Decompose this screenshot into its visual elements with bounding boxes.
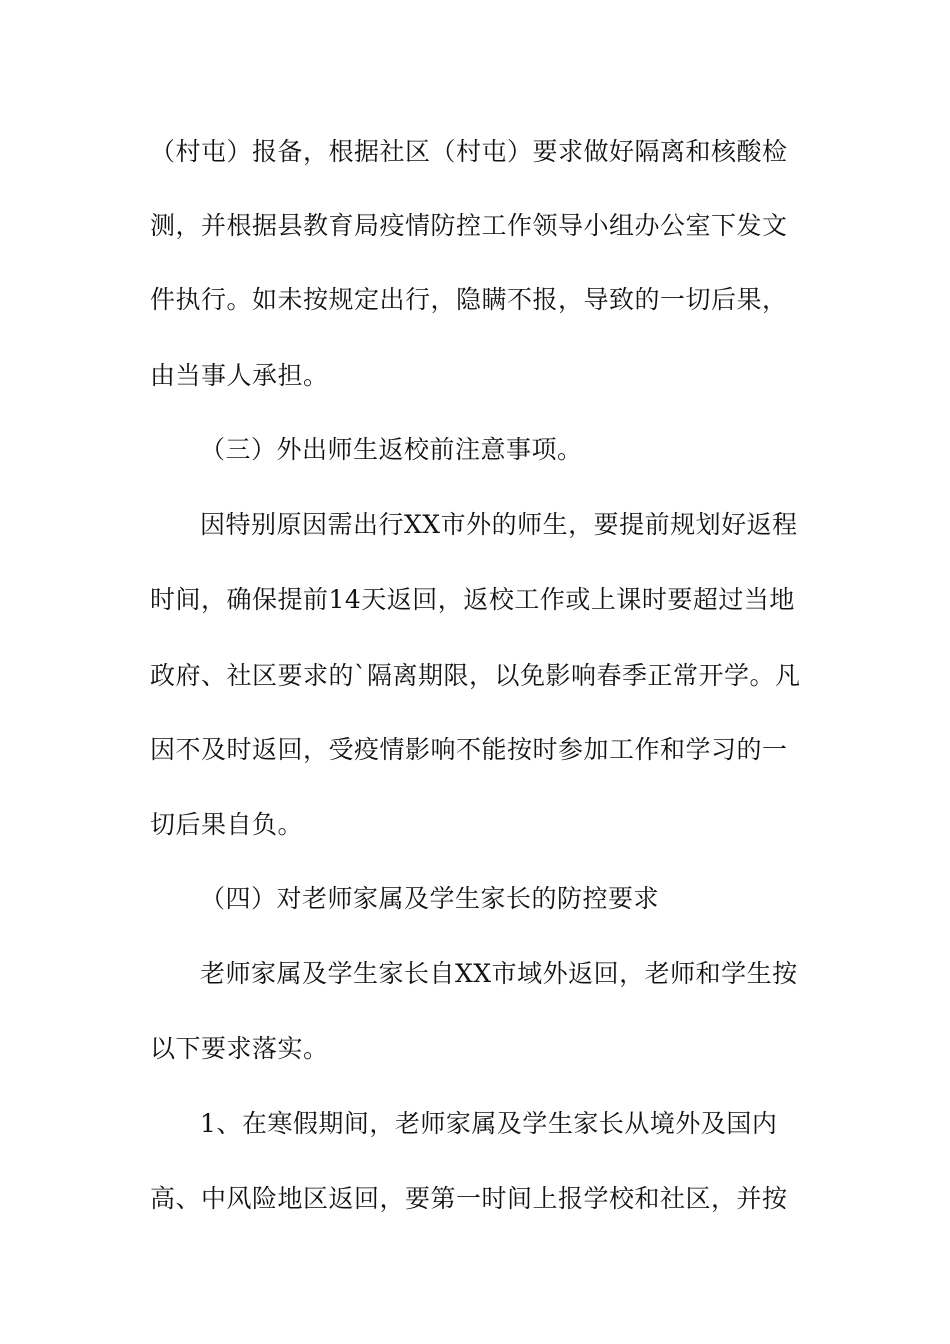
paragraph-line: 高、中风险地区返回，要第一时间上报学校和社区，并按: [150, 1184, 788, 1213]
paragraph-line: 切后果自负。: [150, 810, 304, 839]
paragraph-line: 因不及时返回，受疫情影响不能按时参加工作和学习的一: [150, 735, 788, 764]
paragraph-line: 测，并根据县教育局疫情防控工作领导小组办公室下发文: [150, 211, 788, 240]
section-heading: （四）对老师家属及学生家长的防控要求: [200, 884, 660, 913]
paragraph-line: 件执行。如未按规定出行，隐瞒不报，导致的一切后果，: [150, 285, 788, 314]
paragraph-line: 时间，确保提前14天返回，返校工作或上课时要超过当地: [150, 585, 795, 614]
paragraph-line: 以下要求落实。: [150, 1034, 329, 1063]
paragraph-line: 老师家属及学生家长自XX市域外返回，老师和学生按: [200, 959, 798, 988]
paragraph-line: 1、在寒假期间，老师家属及学生家长从境外及国内: [200, 1109, 778, 1138]
paragraph-line: 政府、社区要求的`隔离期限，以免影响春季正常开学。凡: [150, 661, 801, 690]
paragraph-line: 因特别原因需出行XX市外的师生，要提前规划好返程: [200, 510, 798, 539]
section-heading: （三）外出师生返校前注意事项。: [200, 435, 583, 464]
paragraph-line: （村屯）报备，根据社区（村屯）要求做好隔离和核酸检: [150, 137, 788, 166]
paragraph-line: 由当事人承担。: [150, 361, 329, 390]
